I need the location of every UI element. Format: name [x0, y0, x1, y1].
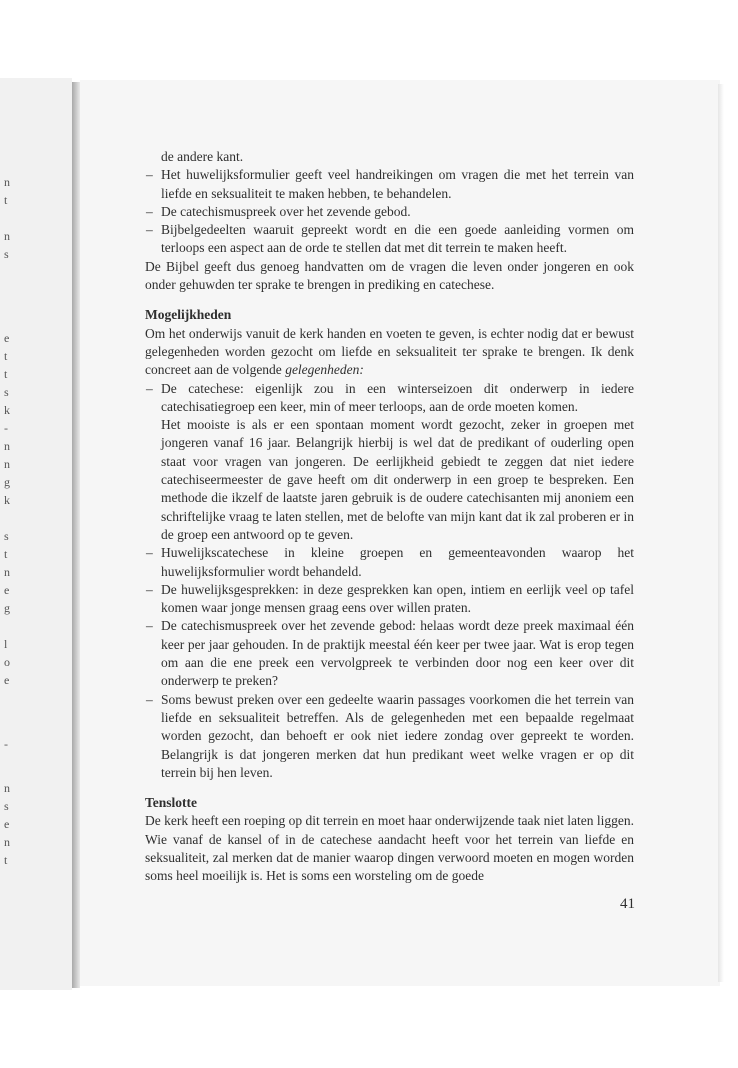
- margin-fragment: t: [4, 193, 8, 207]
- margin-fragment: t: [4, 349, 8, 363]
- margin-fragment: k: [4, 493, 10, 507]
- margin-fragment: s: [4, 247, 9, 261]
- list-item-text: De catechese: eigenlijk zou in een winterseizoen dit onderwerp in iedere catechisatiegroep een keer, min of meer terloops, aan de orde moeten komen.: [161, 380, 634, 414]
- margin-fragment: -: [4, 737, 8, 751]
- continuation-line: de andere kant.: [161, 149, 244, 164]
- margin-fragment: g: [4, 475, 10, 489]
- margin-fragment: l: [4, 637, 8, 651]
- facing-page: [0, 78, 72, 990]
- list-item: – Bijbelgedeelten waaruit gepreekt wordt en die een goede aanleiding vormen om terloops een aspect aan de orde te stellen dat met dit terrein te maken heeft.: [146, 222, 634, 256]
- section-heading-mogelijkheden: Mogelijkheden: [145, 307, 232, 323]
- list-item: – De huwelijksgesprekken: in deze gesprekken kan open, intiem en eerlijk veel op tafel komen waar jonge mensen graag eens over willen praten.: [146, 581, 634, 616]
- list-item: – Soms bewust preken over een gedeelte waarin passages voorkomen die het terrein van liefde en seksualiteit betreffen. Als de gelegenheden met een bepaalde regelmaat worden gezocht, dan behoeft er ook niet iedere zondag over gepreekt te worden. Belangrijk is dat jongeren merken dat hun predikant weet welke vragen er op dit terrein bij hen leven.: [146, 691, 634, 780]
- margin-fragment: e: [4, 673, 10, 687]
- margin-fragment: s: [4, 385, 9, 399]
- intro-closing-paragraph: De Bijbel geeft dus genoeg handvatten om de vragen die leven onder jongeren en ook onder gehuwden ter sprake te brengen in prediking en catechese.: [145, 258, 634, 293]
- margin-fragment: -: [4, 421, 8, 435]
- list-item: – De catechese: eigenlijk zou in een winterseizoen dit onderwerp in iedere catechisatiegroep een keer, min of meer terloops, aan de orde moeten komen. Het mooiste is als er een spontaan moment wordt gezocht, zeker in groepen met jongeren vanaf 16 jaar. Belangrijk hierbij is wel dat de predikant of ouderling open staat voor vragen van jongeren. De eerlijkheid gebiedt te zeggen dat niet iedere catechiseermeester de gave heeft om dit onderwerp in een groep te bespreken. Een methode die ikzelf de laatste jaren gebruik is de oudere catechisanten mij anoniem een schriftelijke vraag te laten stellen, met de belofte van mijn kant dat ik zal proberen er in de groep een antwoord op te geven.: [146, 380, 634, 542]
- margin-fragment: n: [4, 229, 10, 243]
- margin-fragment: n: [4, 457, 10, 471]
- margin-fragment: s: [4, 529, 9, 543]
- margin-fragment: n: [4, 439, 10, 453]
- margin-fragment: t: [4, 367, 8, 381]
- list-item: – Huwelijkscatechese in kleine groepen en gemeenteavonden waarop het huwelijksformulier wordt behandeld.: [146, 545, 634, 579]
- page-edge: [718, 84, 724, 982]
- list-item: – De catechismuspreek over het zevende gebod.: [146, 203, 411, 219]
- margin-fragment: k: [4, 403, 10, 417]
- list-item: – Het huwelijksformulier geeft veel handreikingen om vragen die met het terrein van liefde en seksualiteit te maken hebben, te behandelen.: [146, 167, 634, 201]
- margin-fragment: s: [4, 799, 9, 813]
- margin-fragment: o: [4, 655, 10, 669]
- margin-fragment: n: [4, 565, 10, 579]
- margin-fragment: e: [4, 583, 10, 597]
- margin-fragment: g: [4, 601, 10, 615]
- list-item-text: Het mooiste is als er een spontaan moment wordt gezocht, zeker in groepen met jongeren vanaf 16 jaar. Belangrijk hierbij is wel dat de predikant of ouderling open staat voor vragen van jongeren. De eerlijkheid gebiedt te zeggen dat niet iedere catechiseermeester de gave heeft om dit onderwerp in een groep te bespreken. Een methode die ikzelf de laatste jaren gebruik is de oudere catechisanten mij anoniem een schriftelijke vraag te laten stellen, met de belofte van mijn kant dat ik zal proberen er in de groep een antwoord op te geven.: [161, 417, 634, 542]
- margin-fragment: n: [4, 781, 10, 795]
- margin-fragment: e: [4, 817, 10, 831]
- margin-fragment: n: [4, 175, 10, 189]
- page-text: [145, 148, 634, 886]
- section2-paragraph: De kerk heeft een roeping op dit terrein en moet haar onderwijzende taak niet laten liggen. Wie vanaf de kansel of in de catechese aandacht heeft voor het terrein van liefde en seksualiteit, zal merken dat de manier waarop dingen verwoord moeten en mogen worden soms heel moeilijk is. Het is soms een worsteling om de goede: [145, 813, 634, 884]
- book-spine-shadow: [72, 82, 80, 988]
- margin-fragment: n: [4, 835, 10, 849]
- intro-list: [145, 166, 634, 257]
- margin-fragment: e: [4, 331, 10, 345]
- margin-fragment: t: [4, 547, 8, 561]
- margin-fragment: t: [4, 853, 8, 867]
- page-number: 41: [620, 896, 635, 912]
- opportunities-list: [145, 380, 634, 783]
- list-item: – De catechismuspreek over het zevende gebod: helaas wordt deze preek maximaal één keer per jaar gehouden. In de praktijk meestal één keer per twee jaar. Wat is erop tegen om aan die ene preek een vervolgpreek te verbinden door nog een keer over dit onderwerp te preken?: [146, 618, 634, 689]
- section1-paragraph: Om het onderwijs vanuit de kerk handen en voeten te geven, is echter nodig dat er bewust gelegenheden worden gezocht om liefde en seksualiteit ter sprake te brengen. Ik denk concreet aan de volgende gelegenheden:: [145, 325, 634, 378]
- section-heading-tenslotte: Tenslotte: [145, 795, 198, 811]
